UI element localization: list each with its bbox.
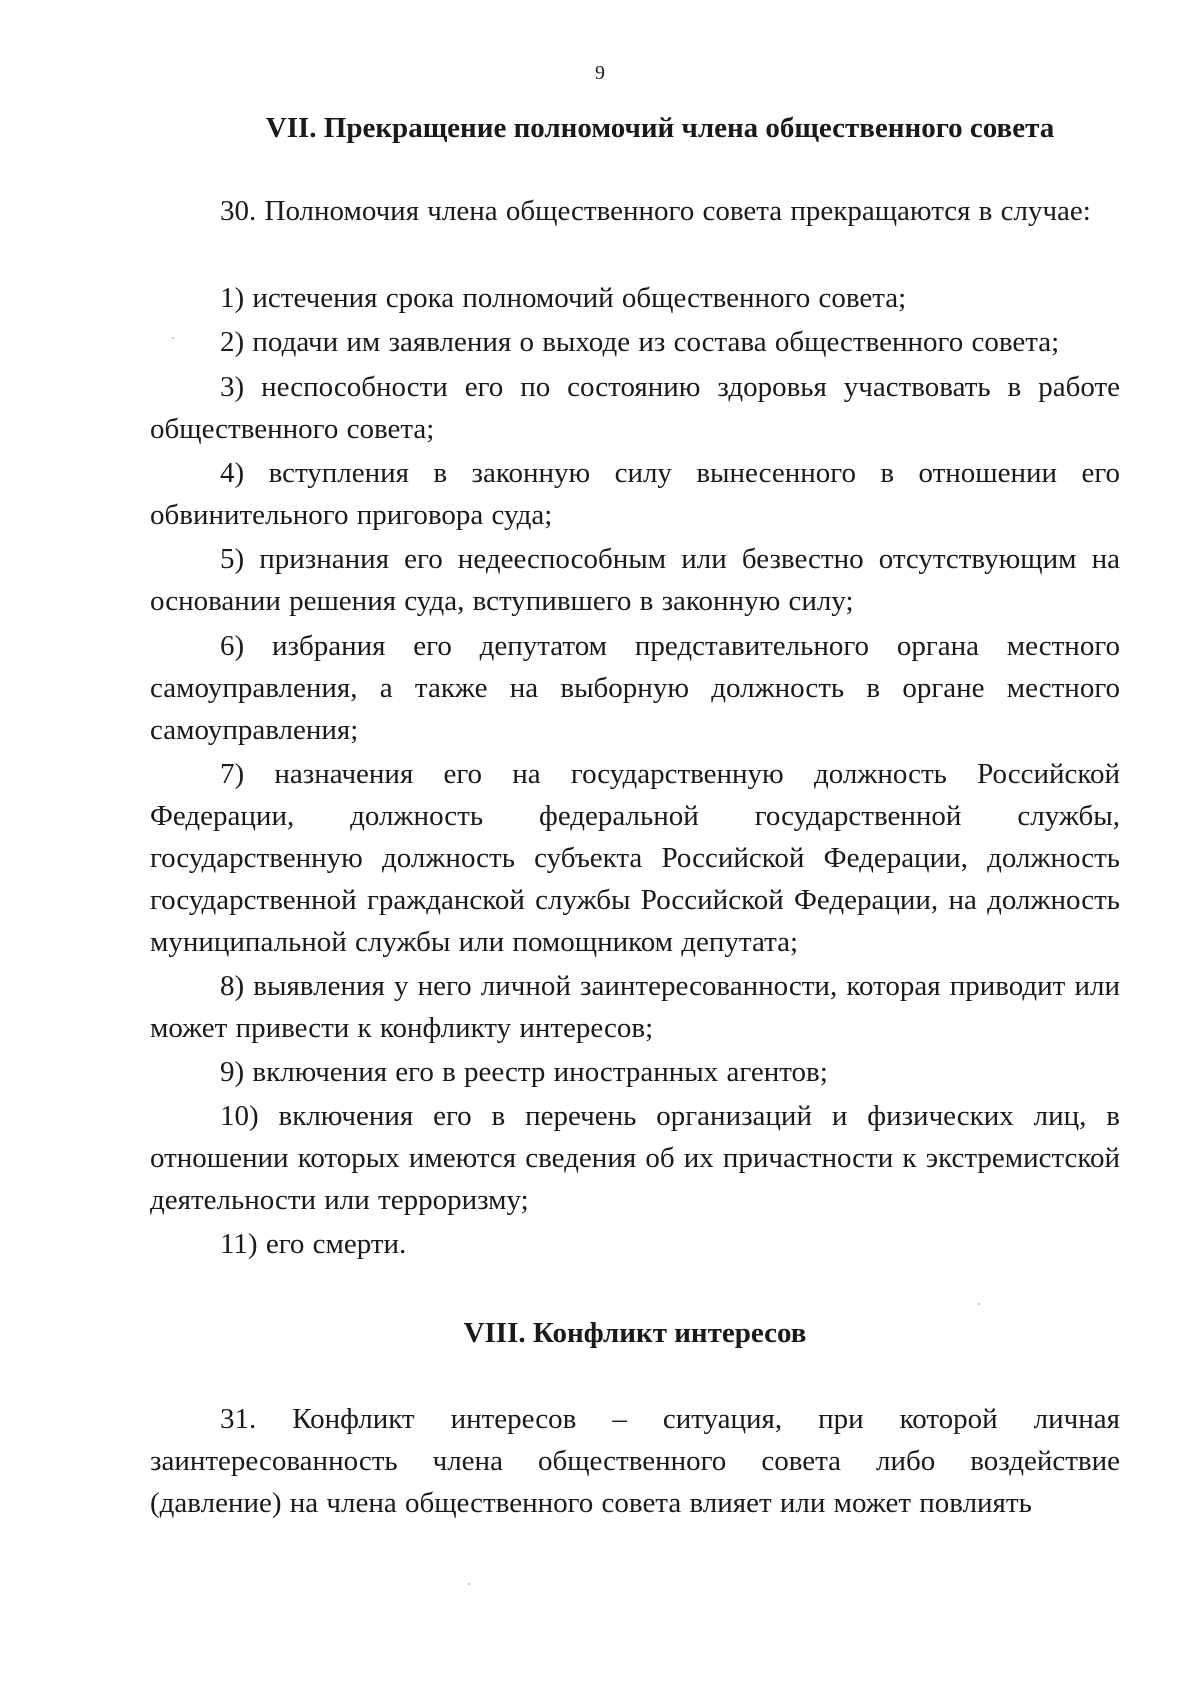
list-item-3: 3) неспособности его по состоянию здоровья участвовать в работе общественного совета; bbox=[150, 371, 1120, 445]
list-item-10: 10) включения его в перечень организаций и физических лиц, в отношении которых имеются сведения об их причастности к экстремистской деятельности или терроризму; bbox=[150, 1100, 1120, 1216]
list-item-1: 1) истечения срока полномочий общественного совета; bbox=[220, 282, 907, 314]
paragraph-30: 30. Полномочия члена общественного совета прекращаются в случае: bbox=[220, 195, 1091, 227]
list-item-6: 6) избрания его депутатом представительного органа местного самоуправления, а также на выборную должность в органе местного самоуправления; bbox=[150, 630, 1120, 746]
list-item-8: 8) выявления у него личной заинтересованности, которая приводит или может привести к конфликту интересов; bbox=[150, 970, 1120, 1044]
scan-speck bbox=[978, 1303, 980, 1305]
scan-speck bbox=[172, 337, 174, 339]
list-item-4: 4) вступления в законную силу вынесенного в отношении его обвинительного приговора суда; bbox=[150, 457, 1120, 531]
list-item-9: 9) включения его в реестр иностранных агентов; bbox=[220, 1056, 828, 1088]
section-8-heading: VIII. Конфликт интересов bbox=[463, 1317, 807, 1349]
list-item-5: 5) признания его недееспособным или безвестно отсутствующим на основании решения суда, вступившего в законную силу; bbox=[150, 543, 1120, 617]
list-item-7: 7) назначения его на государственную должность Российской Федерации, должность федеральной государственной службы, государственную должность субъекта Российской Федерации, должность государственной гражданской службы Российской Федерации, на должность муниципальной службы или помощником депутата; bbox=[150, 758, 1120, 958]
page-number: 9 bbox=[595, 62, 605, 84]
list-item-11: 11) его смерти. bbox=[220, 1228, 407, 1260]
list-item-2: 2) подачи им заявления о выходе из состава общественного совета; bbox=[220, 326, 1060, 358]
paragraph-31: 31. Конфликт интересов – ситуация, при которой личная заинтересованность члена общественного совета либо воздействие (давление) на члена общественного совета влияет или может повлиять bbox=[150, 1403, 1120, 1519]
section-7-heading: VII. Прекращение полномочий члена общественного совета bbox=[265, 112, 1055, 144]
scan-speck bbox=[468, 1583, 470, 1585]
